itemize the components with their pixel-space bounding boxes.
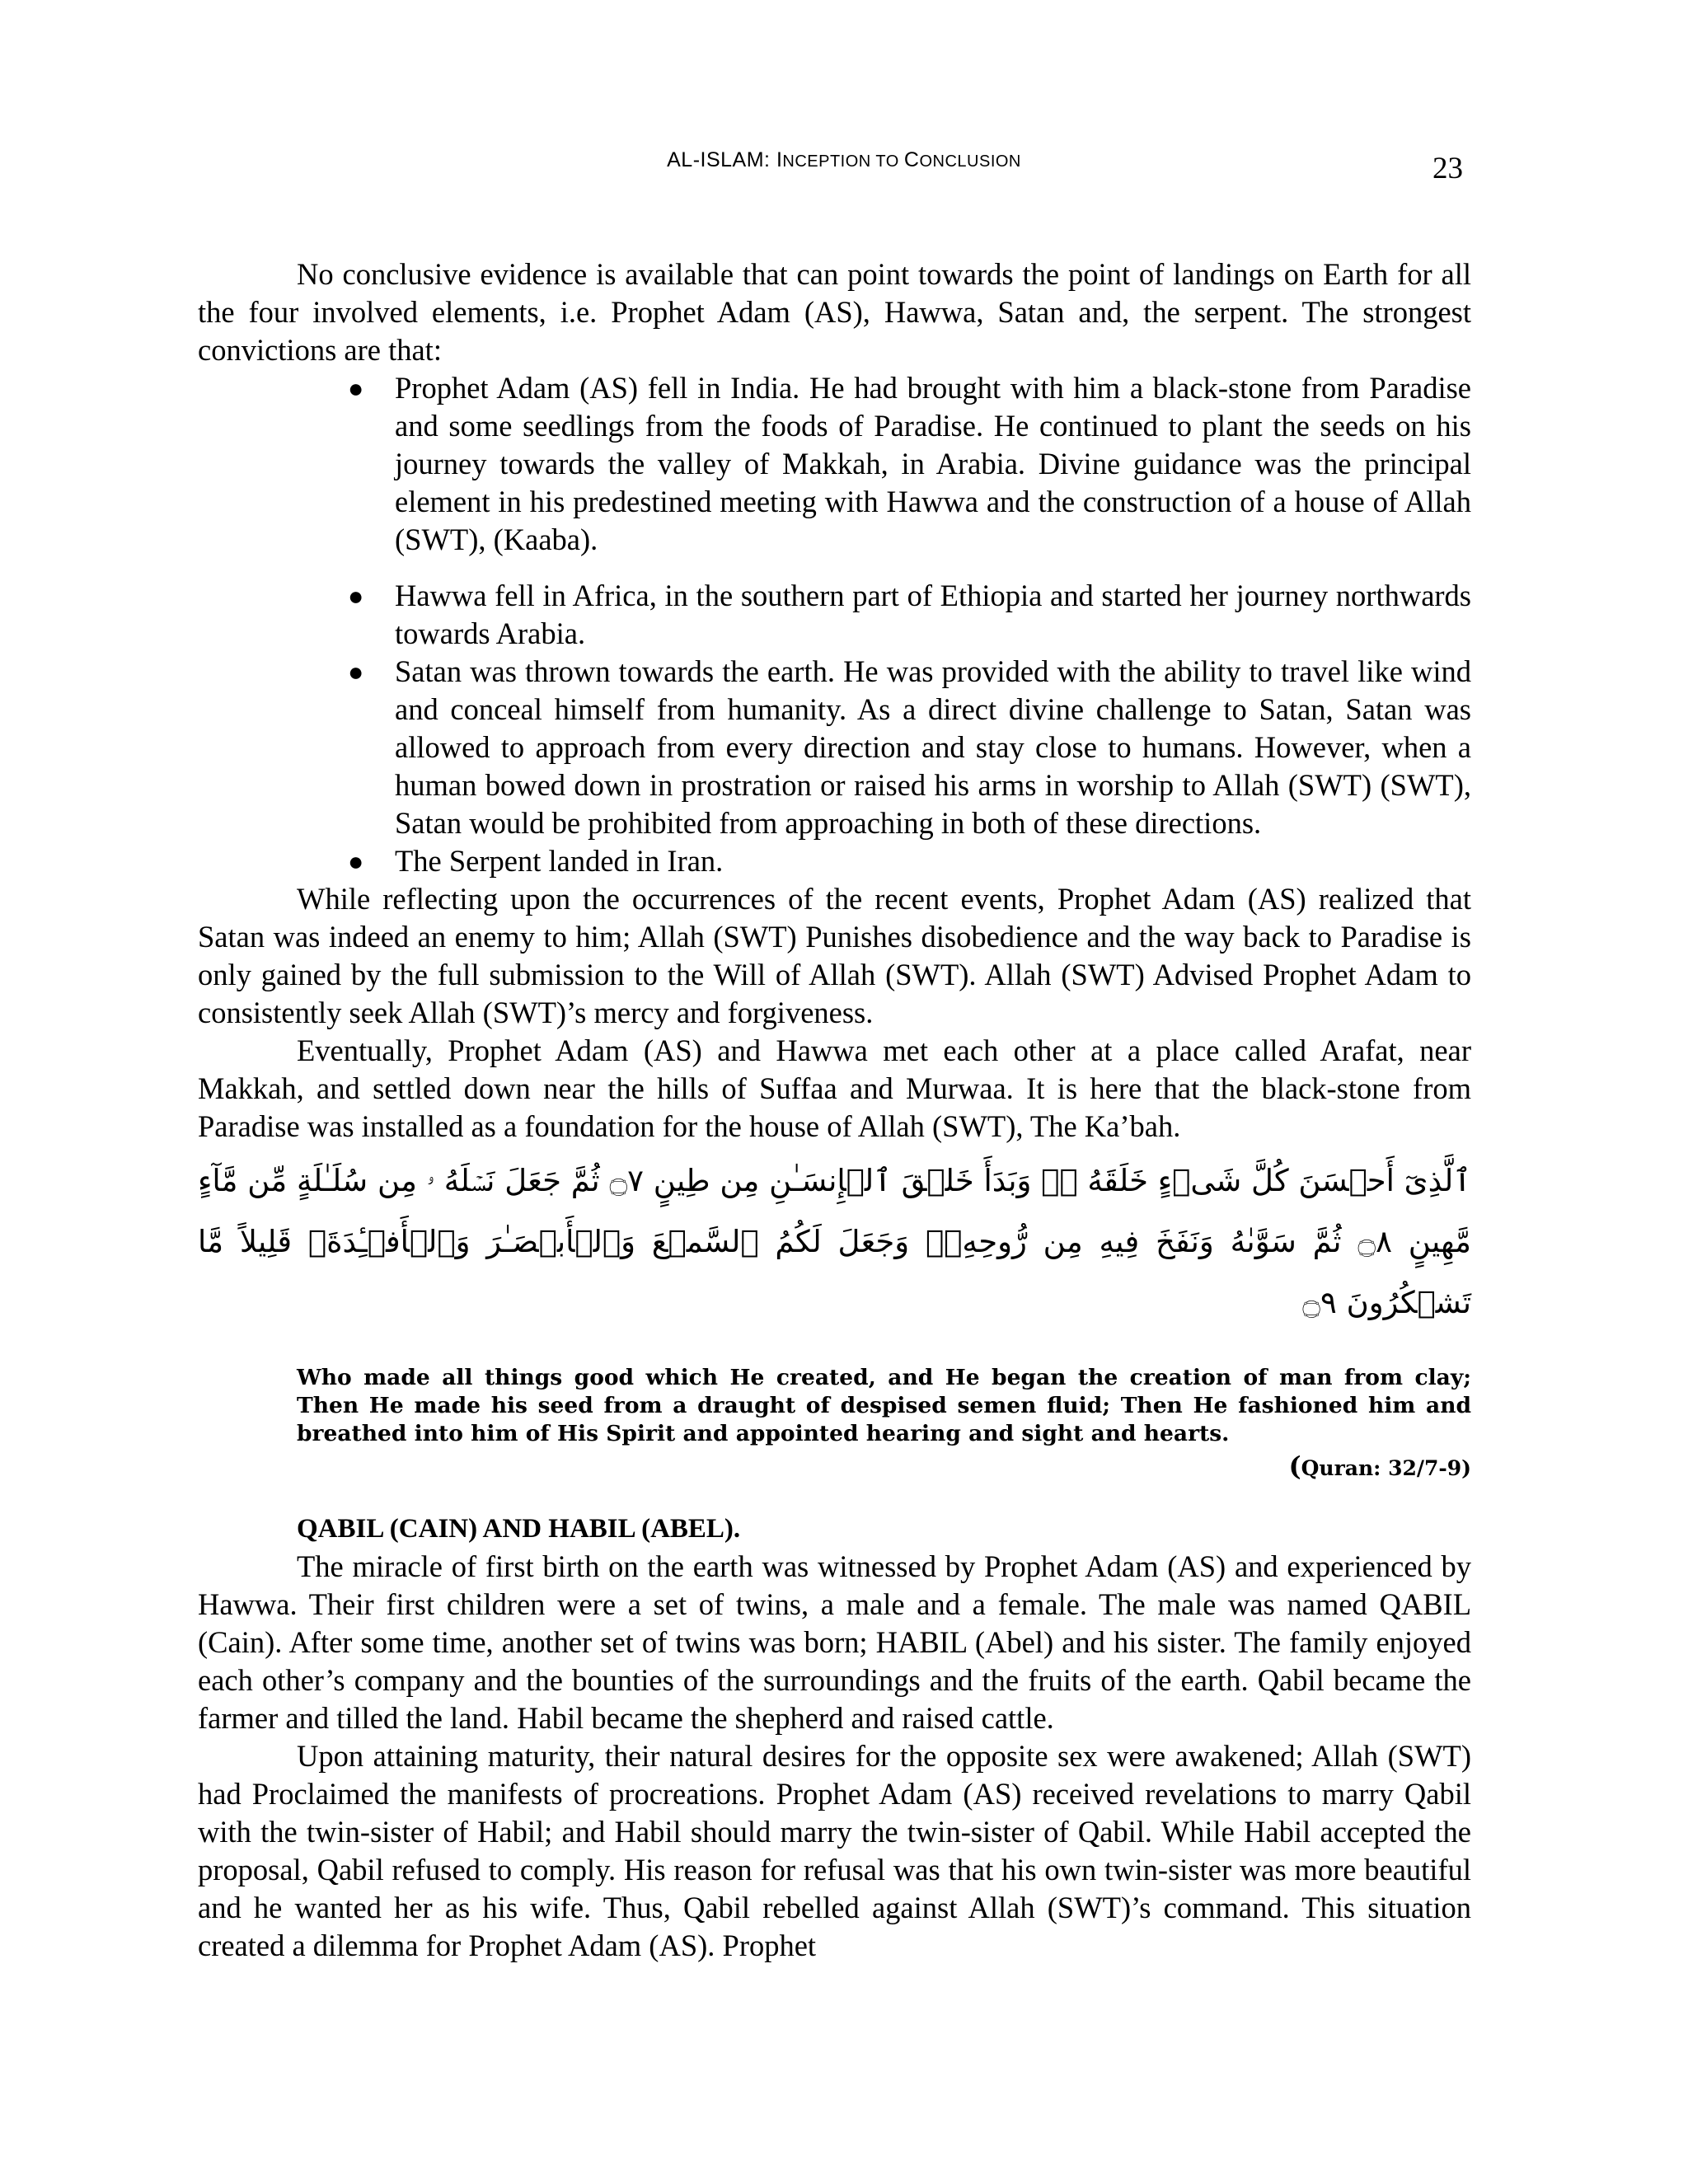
bullet-dot-icon: ● [348, 846, 364, 876]
paragraph-intro: No conclusive evidence is available that can point towards the point of landings on Earth for all the four involved elements, i.e. Prophet Adam (AS), Hawwa, Satan and, the serpent. The strongest convictions are that: [198, 257, 1471, 367]
list-item [348, 653, 1471, 842]
paragraph-arafat: Eventually, Prophet Adam (AS) and Hawwa met each other at a place called Arafat, near Makkah, and settled down near the hills of Suffaa and Murwaa. It is here that the black-stone from Paradise was installed as a foundation for the house of Allah (SWT), The Ka’bah. [198, 1033, 1471, 1143]
running-title-part: C [903, 148, 920, 171]
paragraph-reflection: While reflecting upon the occurrences of the recent events, Prophet Adam (AS) realized that Satan was indeed an enemy to him; Allah (SWT) Punishes disobedience and the way back to Paradise is only gained by the full submission to the Will of Allah (SWT). Allah (SWT) Advised Prophet Adam to consistently seek Allah (SWT)’s mercy and forgiveness. [198, 882, 1471, 1029]
bullet-dot-icon: ● [348, 373, 364, 403]
paragraph-first-birth: The miracle of first birth on the earth was witnessed by Prophet Adam (AS) and experienced by Hawwa. Their first children were a set of twins, a male and a female. The male was named QABIL (Cain). After some time, another set of twins was born; HABIL (Abel) and his sister. The family enjoyed each other’s company and the bounties of the surroundings and the fruits of the earth. Qabil became the farmer and tilled the land. Habil became the shepherd and raised cattle. [198, 1549, 1471, 1735]
bullet-dot-icon: ● [348, 657, 364, 687]
quran-translation: Who made all things good which He created, and He began the creation of man from clay; Then He made his seed from a draught of despised semen fluid; Then He fashioned him and breathed into him of His Spirit and appointed hearing and sight and hearts. [297, 1365, 1471, 1446]
quran-citation [198, 1450, 1471, 1485]
bullet-dot-icon: ● [348, 581, 364, 611]
list-item [348, 842, 1471, 880]
list-item [348, 577, 1471, 653]
section-heading: QABIL (CAIN) AND HABIL (ABEL). [297, 1514, 741, 1544]
list-item-text: Prophet Adam (AS) fell in India. He had brought with him a black-stone from Paradise and some seedlings from the foods of Paradise. He continued to plant the seeds on his journey towards the valley of Makkah, in Arabia. Divine guidance was the principal element in his predestined meeting with Hawwa and the construction of a house of Allah (SWT), (Kaaba). [395, 371, 1471, 556]
list-item-text: The Serpent landed in Iran. [395, 844, 724, 878]
running-title-part: ONCLUSION [919, 152, 1021, 171]
list-item-text: Satan was thrown towards the earth. He was provided with the ability to travel like wind and conceal himself from humanity. As a direct divine challenge to Satan, Satan was allowed to approach from every direction and stay close to humans. However, when a human bowed down in prostration or raised his arms in worship to Allah (SWT) (SWT), Satan would be prohibited from approaching in both of these directions. [395, 654, 1471, 840]
paragraph-maturity: Upon attaining maturity, their natural desires for the opposite sex were awakened; Allah (SWT) had Proclaimed the manifests of procreations. Prophet Adam (AS) received revelations to marry Qabil with the twin-sister of Habil; and Habil should marry the twin-sister of Qabil. While Habil accepted the proposal, Qabil refused to comply. His reason for refusal was that his own twin-sister was more beautiful and he wanted her as his wife. Thus, Qabil rebelled against Allah (SWT)’s command. This situation created a dilemma for Prophet Adam (AS). Prophet [198, 1739, 1471, 1962]
page-number: 23 [1432, 152, 1463, 185]
quran-arabic-verse: ٱلَّذِىٓ أَحۡسَنَ كُلَّ شَىۡءٍ خَلَقَهُ ۥ‌ۖ وَبَدَأَ خَلۡقَ ٱلۡإِنسَـٰنِ مِن طِينٍ ۝٧ ثُمَّ جَعَلَ نَسۡلَهُ ۥ مِن سُلَـٰلَةٍ مِّن مَّآءٍ مَّهِينٍ ۝٨ ثُمَّ سَوَّٮٰهُ وَنَفَخَ فِيهِ مِن رُّوحِهِۦ‌ۖ وَجَعَلَ لَكُمُ ٱلسَّمۡعَ وَٱلۡأَبۡصَـٰرَ وَٱلۡأَفۡـِٔدَةَ‌ۚ قَلِيلاً مَّا تَشۡكُرُونَ ۝٩ [198, 1163, 1472, 1320]
citation-text: Quran: 32/7-9) [1301, 1456, 1471, 1480]
running-title-part: NCEPTION TO [782, 152, 904, 171]
landing-list [348, 369, 1471, 880]
list-item [348, 369, 1471, 559]
body-text [198, 255, 1471, 1965]
citation-open-paren: ( [1288, 1451, 1301, 1482]
running-title-part: AL-ISLAM: I [667, 148, 783, 171]
list-item-text: Hawwa fell in Africa, in the southern part of Ethiopia and started her journey northwards towards Arabia. [395, 579, 1471, 650]
